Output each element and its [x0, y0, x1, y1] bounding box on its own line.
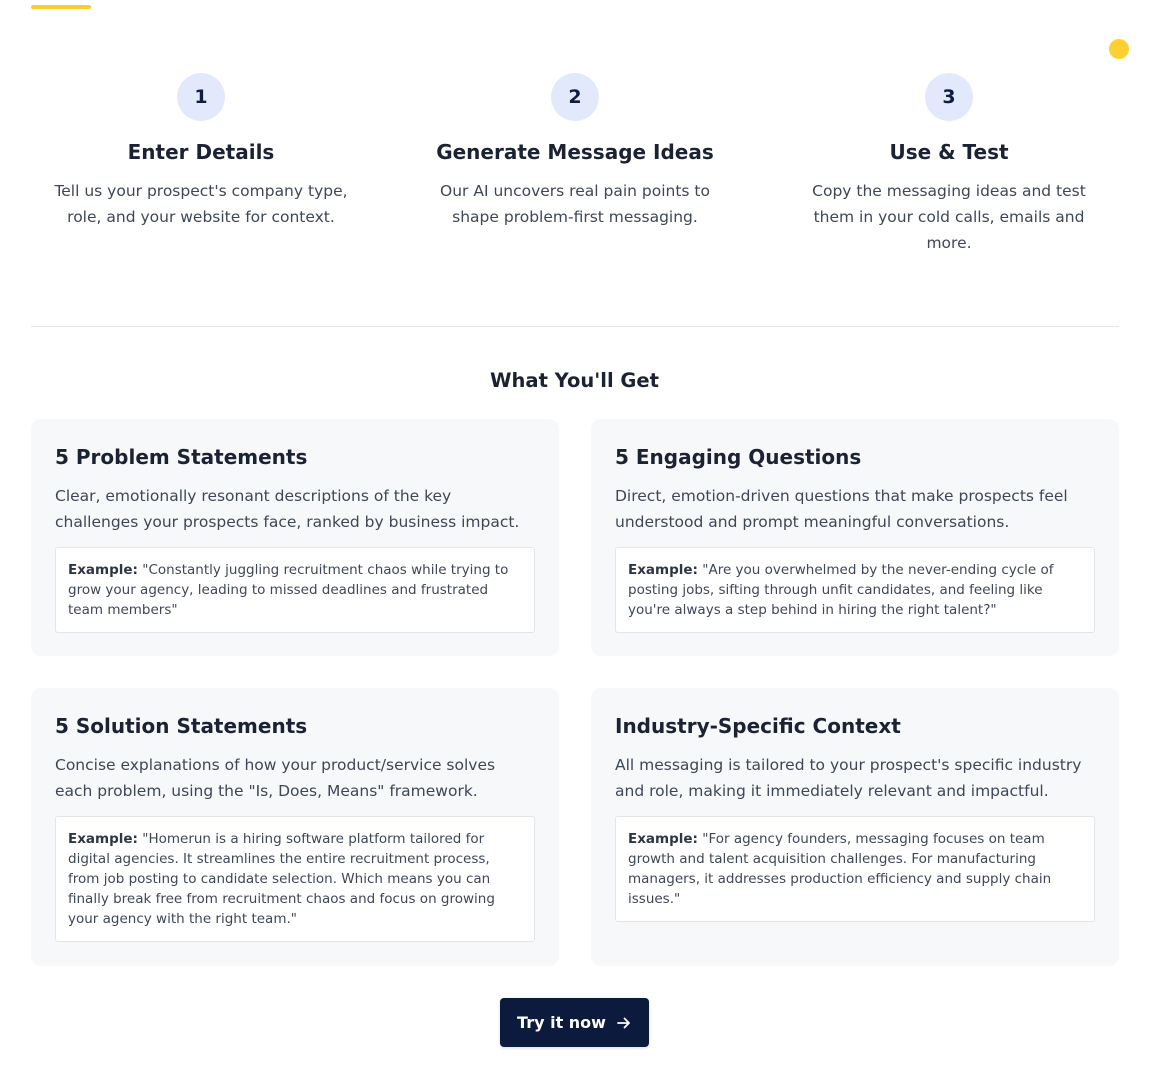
card-title: 5 Solution Statements — [55, 714, 308, 738]
step-description: Copy the messaging ideas and test them in your cold calls, emails and more. — [812, 182, 1086, 252]
step-number-badge: 2 — [551, 73, 599, 121]
example-box — [55, 816, 535, 942]
card-title: 5 Problem Statements — [55, 445, 308, 469]
example-text: "Homerun is a hiring software platform tailored for digital agencies. It streamlines the entire recruitment process, from job posting to candidate selection. Which means you can finally break free from recruitment chaos and focus on growing your agency with the right team." — [68, 831, 495, 927]
card-description: Direct, emotion-driven questions that make prospects feel understood and prompt meaningful conversations. — [615, 487, 1068, 531]
step-title: Use & Test — [889, 140, 1009, 164]
step-2 — [405, 73, 745, 256]
example-label: Example: — [628, 562, 698, 578]
section-title: What You'll Get — [490, 369, 659, 392]
step-3 — [779, 73, 1119, 256]
accent-bar — [31, 5, 91, 9]
step-number-badge: 1 — [177, 73, 225, 121]
example-box — [615, 816, 1095, 922]
example-text: "For agency founders, messaging focuses on team growth and talent acquisition challenges. For manufacturing managers, it addresses production efficiency and supply chain issues." — [628, 831, 1052, 907]
example-label: Example: — [68, 562, 138, 578]
step-title: Enter Details — [127, 140, 275, 164]
accent-dot — [1109, 39, 1129, 59]
step-description: Tell us your prospect's company type, role, and your website for context. — [54, 182, 348, 226]
card-description: All messaging is tailored to your prospect's specific industry and role, making it immediately relevant and impactful. — [615, 756, 1082, 800]
feature-card-industry-context — [591, 688, 1119, 966]
step-1 — [31, 73, 371, 256]
arrow-right-icon — [616, 1015, 632, 1031]
step-title: Generate Message Ideas — [436, 140, 714, 164]
card-description: Clear, emotionally resonant descriptions of the key challenges your prospects face, ranked by business impact. — [55, 487, 520, 531]
feature-card-solution-statements — [31, 688, 559, 966]
card-description: Concise explanations of how your product/service solves each problem, using the "Is, Does, Means" framework. — [55, 756, 496, 800]
step-number-badge: 3 — [925, 73, 973, 121]
feature-cards-grid — [31, 419, 1119, 966]
example-label: Example: — [68, 831, 138, 847]
steps-row — [31, 73, 1119, 256]
card-title: 5 Engaging Questions — [615, 445, 862, 469]
feature-card-problem-statements — [31, 419, 559, 656]
try-it-now-button[interactable] — [500, 998, 649, 1047]
step-description: Our AI uncovers real pain points to shape problem-first messaging. — [440, 182, 710, 226]
card-title: Industry-Specific Context — [615, 714, 901, 738]
section-divider — [31, 326, 1119, 327]
example-text: "Constantly juggling recruitment chaos while trying to grow your agency, leading to missed deadlines and frustrated team members" — [68, 562, 509, 618]
cta-label: Try it now — [517, 1013, 606, 1032]
example-text: "Are you overwhelmed by the never-ending cycle of posting jobs, sifting through unfit candidates, and feeling like you're always a step behind in hiring the right talent?" — [628, 562, 1054, 618]
example-box — [615, 547, 1095, 633]
example-label: Example: — [628, 831, 698, 847]
feature-card-engaging-questions — [591, 419, 1119, 656]
example-box — [55, 547, 535, 633]
